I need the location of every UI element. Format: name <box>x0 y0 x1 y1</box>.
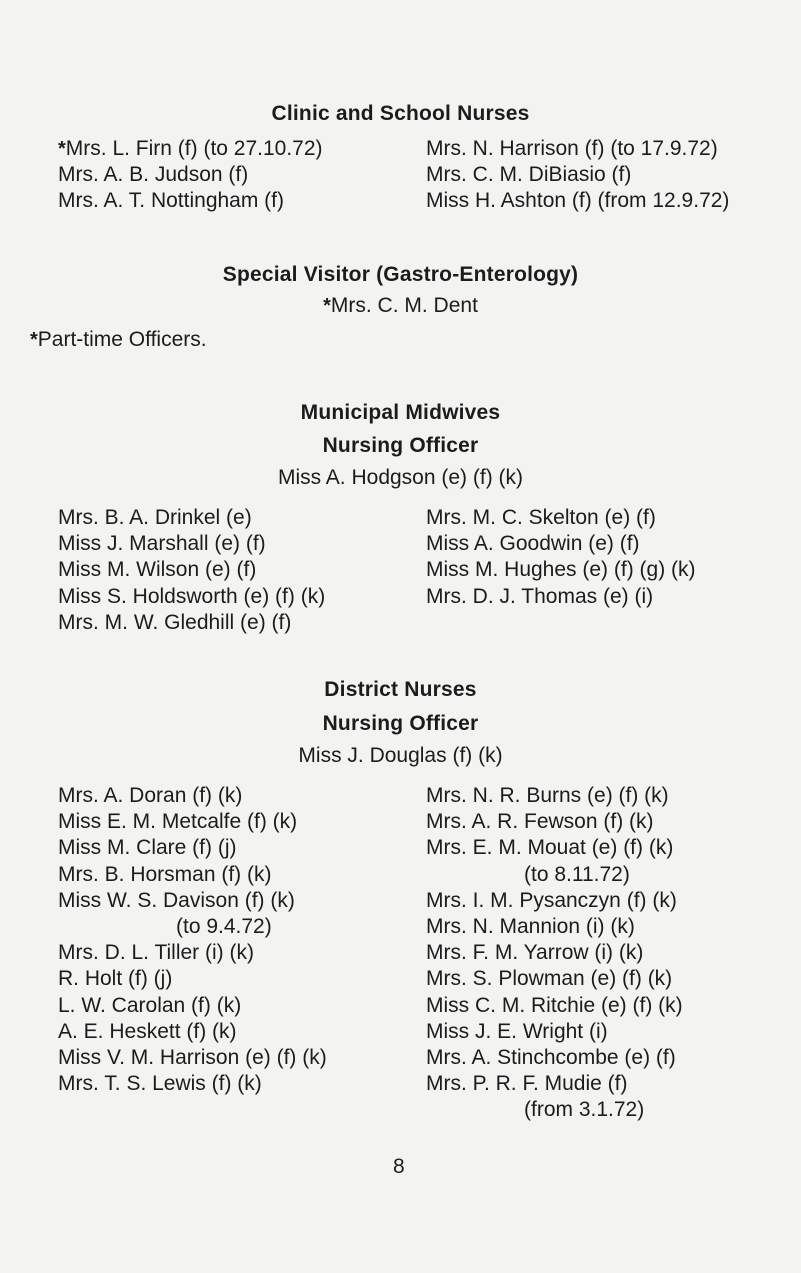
district-left-list <box>58 783 327 1097</box>
list-item: Mrs. E. M. Mouat (e) (f) (k) <box>426 836 674 860</box>
list-item-continuation: (from 3.1.72) <box>524 1098 645 1122</box>
list-item: Mrs. N. Harrison (f) (to 17.9.72) <box>426 137 718 160</box>
asterisk-marker: * <box>58 138 66 160</box>
list-item: Miss M. Hughes (e) (f) (g) (k) <box>426 558 696 582</box>
part-time-footnote: *Part-time Officers. <box>30 328 207 351</box>
list-item: Mrs. M. C. Skelton (e) (f) <box>426 506 656 529</box>
list-item: Miss J. Marshall (e) (f) <box>58 532 266 556</box>
nurse-name: Mrs. L. Firn (f) (to 27.10.72) <box>65 137 323 160</box>
list-item: Mrs. C. M. DiBiasio (f) <box>426 163 632 187</box>
list-item: Mrs. N. R. Burns (e) (f) (k) <box>426 784 669 807</box>
list-item <box>58 162 323 188</box>
list-item: Miss J. E. Wright (i) <box>426 1019 608 1043</box>
list-item: Miss A. Goodwin (e) (f) <box>426 532 640 556</box>
list-item: Miss H. Ashton (f) (from 12.9.72) <box>426 189 730 213</box>
district-officer: Miss J. Douglas (f) (k) <box>298 744 503 767</box>
list-item <box>58 188 323 214</box>
district-heading: District Nurses <box>324 678 477 701</box>
clinic-left-list <box>58 136 323 215</box>
list-item: Miss C. M. Ritchie (e) (f) (k) <box>426 993 683 1017</box>
list-item: Mrs. N. Mannion (i) (k) <box>426 915 635 939</box>
asterisk-marker: * <box>323 295 331 317</box>
nurse-name: Mrs. A. T. Nottingham (f) <box>58 189 285 213</box>
list-item: Mrs. I. M. Pysanczyn (f) (k) <box>426 888 677 912</box>
midwives-right-list <box>426 505 696 610</box>
list-item: Mrs. S. Plowman (e) (f) (k) <box>426 967 673 991</box>
list-item: Mrs. D. J. Thomas (e) (i) <box>426 584 654 608</box>
midwives-heading: Municipal Midwives <box>300 401 501 424</box>
special-visitor-name: *Mrs. C. M. Dent <box>323 294 478 317</box>
list-item: Mrs. A. Stinchcombe (e) (f) <box>426 1046 676 1070</box>
list-item: Mrs. D. L. Tiller (i) (k) <box>58 941 254 965</box>
list-item <box>58 136 323 162</box>
list-item: Mrs. T. S. Lewis (f) (k) <box>58 1072 262 1096</box>
midwives-officer: Miss A. Hodgson (e) (f) (k) <box>277 466 524 489</box>
list-item: Miss E. M. Metcalfe (f) (k) <box>58 810 298 834</box>
district-right-list <box>426 783 683 1124</box>
list-item: Mrs. M. W. Gledhill (e) (f) <box>58 610 292 634</box>
list-item: Miss V. M. Harrison (e) (f) (k) <box>58 1046 327 1070</box>
list-item: Mrs. A. R. Fewson (f) (k) <box>426 810 654 834</box>
list-item: Miss S. Holdsworth (e) (f) (k) <box>58 584 326 608</box>
list-item: Mrs. P. R. F. Mudie (f) <box>426 1072 628 1096</box>
asterisk-marker: * <box>30 329 38 351</box>
list-item-continuation: (to 8.11.72) <box>524 862 630 886</box>
list-item: Mrs. F. M. Yarrow (i) (k) <box>426 941 644 965</box>
clinic-heading: Clinic and School Nurses <box>271 102 530 125</box>
list-item: R. Holt (f) (j) <box>58 967 173 991</box>
nurse-name: Mrs. A. B. Judson (f) <box>58 163 249 187</box>
list-item: Mrs. A. Doran (f) (k) <box>58 784 243 807</box>
list-item: A. E. Heskett (f) (k) <box>58 1019 237 1043</box>
list-item: Miss M. Wilson (e) (f) <box>58 558 257 582</box>
page-number: 8 <box>393 1155 405 1178</box>
list-item: Mrs. B. Horsman (f) (k) <box>58 862 272 886</box>
list-item: Miss M. Clare (f) (j) <box>58 836 237 860</box>
list-item: Mrs. B. A. Drinkel (e) <box>58 506 252 529</box>
special-visitor-heading: Special Visitor (Gastro-Enterology) <box>222 263 579 286</box>
midwives-left-list <box>58 505 325 636</box>
list-item: Miss W. S. Davison (f) (k) <box>58 888 295 912</box>
list-item-continuation: (to 9.4.72) <box>176 915 272 939</box>
midwives-subheading: Nursing Officer <box>322 434 479 457</box>
list-item: L. W. Carolan (f) (k) <box>58 993 242 1017</box>
clinic-right-list <box>426 136 729 215</box>
district-subheading: Nursing Officer <box>322 712 479 735</box>
